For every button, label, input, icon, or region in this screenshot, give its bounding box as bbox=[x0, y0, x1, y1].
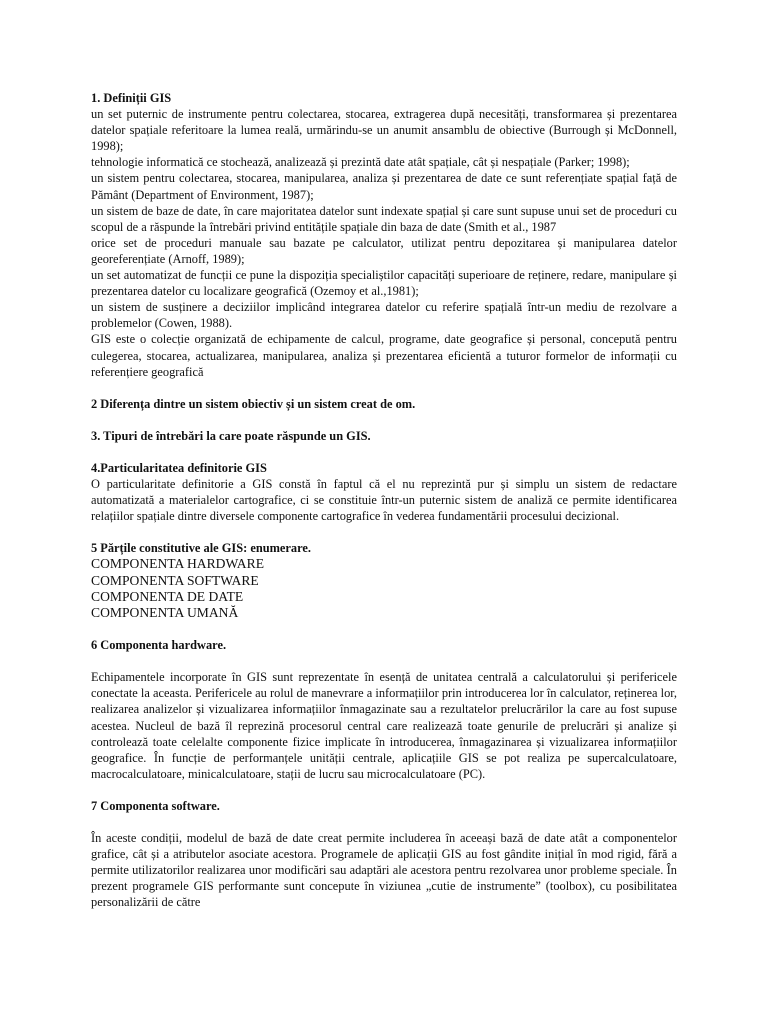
component-hardware: COMPONENTA HARDWARE bbox=[91, 556, 264, 572]
definition-3: un sistem pentru colectarea, stocarea, manipularea, analiza și prezentarea de date ce sunt referențiate spațial față de Pământ (Department of Environment, 1987); bbox=[91, 171, 677, 202]
component-software: COMPONENTA SOFTWARE bbox=[91, 572, 259, 588]
definition-6: un set automatizat de funcții ce pune la dispoziția specialiștilor capacități superioare de reținere, redare, manipulare și prezentarea datelor cu localizare geografică (Ozemoy et al.,1981); bbox=[91, 268, 677, 299]
section6-heading: 6 Componenta hardware. bbox=[91, 638, 227, 653]
section2-heading: 2 Diferența dintre un sistem obiectiv și un sistem creat de om. bbox=[91, 396, 416, 411]
section7-text: În aceste condiții, modelul de bază de date creat permite includerea în aceeași bază de date atât a componentelor grafice, cât și a atributelor asociate acestora. Programele de aplicații GIS au fost gândite inițial în mod rigid, fără a permite utilizatorilor realizarea unor modificări sau adaptări ale acestora pentru rezolvarea unor probleme speciale. În prezent programele GIS performante sunt concepute în viziunea „cutie de instrumente” (toolbox), cu posibilitatea personalizării de către bbox=[91, 831, 677, 910]
definition-5: orice set de proceduri manuale sau bazate pe calculator, utilizat pentru depozitarea și manipularea datelor georeferențiate (Arnoff, 1989); bbox=[91, 235, 677, 266]
section5-heading: 5 Părțile constitutive ale GIS: enumerare. bbox=[91, 541, 312, 556]
definition-7: un sistem de susținere a deciziilor implicând integrarea datelor cu referire spațială într-un mediu de rezolvare a problemelor (Cowen, 1988). bbox=[91, 300, 677, 331]
definition-1: un set puternic de instrumente pentru colectarea, stocarea, extragerea după necesități, transformarea și prezentarea datelor spațiale referitoare la lumea reală, urmărindu-se un anumit ansamblu de obiective (Burrough și McDonnell, 1998); bbox=[91, 107, 677, 154]
section3-heading: 3. Tipuri de întrebări la care poate răspunde un GIS. bbox=[91, 428, 371, 443]
section6-text: Echipamentele incorporate în GIS sunt reprezentate în esență de unitatea centrală a calculatorului și perifericele conectate la aceasta. Perifericele au rolul de manevrare a informațiilor prin introducerea lor în calculator, reținerea lor, realizarea analizelor și vizualizarea informațiilor înmagazinate sau a rezultatelor prelucrărilor la care au fost supuse acestea. Nucleul de bază îl reprezină procesorul central care realizează toate genurile de prelucrări și analize și controlează toate celelalte componente fizice implicate în introducerea, înmagazinarea și vizualizarea informațiilor geografice. În funcție de performanțele unității centrale, aplicațiile GIS se pot realiza pe supercalculatoare, macrocalculatoare, minicalculatoare, stații de lucru sau microcalculatoare (PC). bbox=[91, 670, 677, 781]
definition-2: tehnologie informatică ce stochează, analizează și prezintă date atât spațiale, cât și nespațiale (Parker; 1998); bbox=[91, 155, 630, 170]
component-human: COMPONENTA UMANĂ bbox=[91, 604, 239, 620]
component-data: COMPONENTA DE DATE bbox=[91, 588, 244, 604]
document-page bbox=[91, 90, 677, 910]
section1-heading: 1. Definiții GIS bbox=[91, 91, 172, 105]
definition-8: GIS este o colecție organizată de echipamente de calcul, programe, date geografice și personal, concepută pentru culegerea, stocarea, actualizarea, manipularea, analiza și prezentarea eficientă a tuturor formelor de informații cu referențiere geografică bbox=[91, 332, 677, 379]
section4-text: O particularitate definitorie a GIS constă în faptul că el nu reprezintă pur și simplu un sistem de redactare automatizată a materialelor cartografice, ci se constituie într-un puternic sistem de analiză ce permite identificarea relațiilor spațiale dintre diversele componente cartografice în vederea fundamentării procesului decizional. bbox=[91, 476, 677, 524]
section7-heading: 7 Componenta software. bbox=[91, 798, 220, 813]
definition-4: un sistem de baze de date, în care majoritatea datelor sunt indexate spațial și care sunt supuse unui set de proceduri cu scopul de a răspunde la întrebări privind entitățile spațiale din baza de date (Smith et al., 1987 bbox=[91, 203, 677, 234]
components-list bbox=[91, 556, 677, 621]
section4-heading: 4.Particularitatea definitorie GIS bbox=[91, 460, 267, 475]
